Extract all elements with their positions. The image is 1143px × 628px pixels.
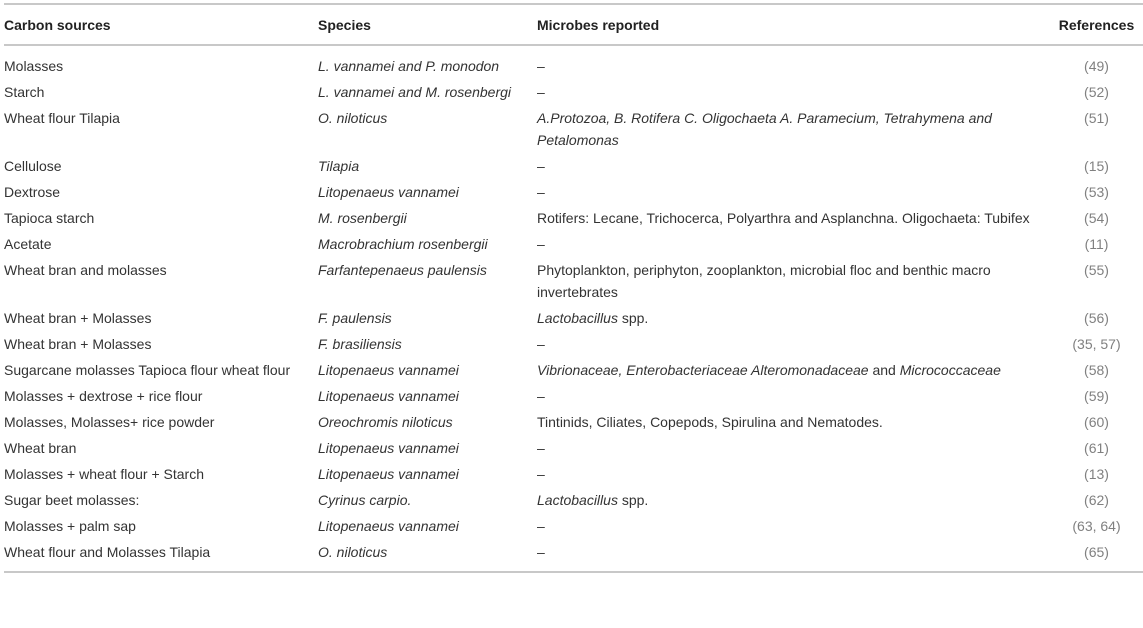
carbon-sources-table	[4, 3, 1143, 573]
microbes-text: spp.	[617, 492, 649, 508]
microbes-text: –	[537, 84, 545, 100]
header-references: References	[1058, 16, 1135, 33]
carbon-source-cell: Cellulose	[4, 158, 62, 174]
microbes-text: –	[537, 518, 545, 534]
microbes-cell	[537, 435, 1050, 461]
species-cell: Oreochromis niloticus	[318, 414, 453, 430]
species-cell: Farfantepenaeus paulensis	[318, 262, 487, 278]
reference-link[interactable]: (53)	[1084, 184, 1109, 200]
table-row	[4, 305, 1143, 331]
carbon-source-cell: Wheat flour and Molasses Tilapia	[4, 544, 211, 560]
species-cell: O. niloticus	[318, 544, 388, 560]
header-microbes-reported: Microbes reported	[537, 16, 660, 33]
microbes-text: –	[537, 158, 545, 174]
carbon-source-cell: Molasses + palm sap	[4, 518, 136, 534]
microbes-cell	[537, 257, 1050, 305]
microbes-text: –	[537, 236, 545, 252]
species-cell: O. niloticus	[318, 110, 388, 126]
microbes-cell	[537, 513, 1050, 539]
carbon-source-cell: Molasses + wheat flour + Starch	[4, 466, 204, 482]
table-row	[4, 79, 1143, 105]
microbes-cell	[537, 231, 1050, 257]
reference-link[interactable]: (62)	[1084, 492, 1109, 508]
reference-link[interactable]: (63, 64)	[1072, 518, 1121, 534]
table-row	[4, 231, 1143, 257]
carbon-source-cell: Tapioca starch	[4, 210, 95, 226]
table-row	[4, 435, 1143, 461]
species-cell: Litopenaeus vannamei	[318, 388, 459, 404]
microbes-text: Tintinids, Ciliates, Copepods, Spirulina and Nematodes.	[537, 414, 883, 430]
species-cell: F. brasiliensis	[318, 336, 402, 352]
microbes-text: and	[868, 362, 900, 378]
carbon-source-cell: Molasses	[4, 58, 64, 74]
table-row	[4, 153, 1143, 179]
microbes-cell	[537, 357, 1050, 383]
reference-link[interactable]: (13)	[1084, 466, 1109, 482]
species-cell: Cyrinus carpio.	[318, 492, 412, 508]
species-cell: L. vannamei and M. rosenbergi	[318, 84, 511, 100]
reference-link[interactable]: (65)	[1084, 544, 1109, 560]
reference-link[interactable]: (55)	[1084, 262, 1109, 278]
carbon-source-cell: Wheat bran	[4, 440, 77, 456]
microbes-text: –	[537, 184, 545, 200]
table-row	[4, 513, 1143, 539]
microbes-cell	[537, 539, 1050, 572]
reference-link[interactable]: (52)	[1084, 84, 1109, 100]
species-cell: Litopenaeus vannamei	[318, 184, 459, 200]
table-row	[4, 205, 1143, 231]
species-cell: L. vannamei and P. monodon	[318, 58, 500, 74]
reference-link[interactable]: (58)	[1084, 362, 1109, 378]
reference-link[interactable]: (54)	[1084, 210, 1109, 226]
species-cell: Tilapia	[318, 158, 360, 174]
table-row	[4, 383, 1143, 409]
header-row	[4, 4, 1143, 45]
species-cell: Litopenaeus vannamei	[318, 518, 459, 534]
microbes-cell	[537, 487, 1050, 513]
microbes-text: Phytoplankton, periphyton, zooplankton, microbial floc and benthic macro invertebrates	[537, 262, 991, 300]
microbes-cell	[537, 409, 1050, 435]
microbes-cell	[537, 179, 1050, 205]
carbon-source-cell: Sugarcane molasses Tapioca flour wheat flour	[4, 362, 291, 378]
microbes-cell	[537, 205, 1050, 231]
carbon-source-cell: Wheat bran + Molasses	[4, 310, 152, 326]
microbes-text: Rotifers: Lecane, Trichocerca, Polyarthra and Asplanchna. Oligochaeta: Tubifex	[537, 210, 1030, 226]
carbon-source-cell: Wheat bran + Molasses	[4, 336, 152, 352]
carbon-source-cell: Acetate	[4, 236, 52, 252]
reference-link[interactable]: (56)	[1084, 310, 1109, 326]
table-row	[4, 331, 1143, 357]
microbes-cell	[537, 383, 1050, 409]
table-row	[4, 539, 1143, 572]
microbes-cell	[537, 79, 1050, 105]
header-carbon-sources: Carbon sources	[4, 16, 111, 33]
microbes-cell	[537, 105, 1050, 153]
reference-link[interactable]: (59)	[1084, 388, 1109, 404]
reference-link[interactable]: (15)	[1084, 158, 1109, 174]
table-row	[4, 179, 1143, 205]
table-row	[4, 357, 1143, 383]
microbes-cell	[537, 45, 1050, 79]
header-species: Species	[318, 16, 371, 33]
carbon-source-cell: Molasses, Molasses+ rice powder	[4, 414, 215, 430]
table-body	[4, 45, 1143, 572]
reference-link[interactable]: (61)	[1084, 440, 1109, 456]
species-cell: Litopenaeus vannamei	[318, 362, 459, 378]
species-cell: M. rosenbergii	[318, 210, 407, 226]
table-row	[4, 257, 1143, 305]
species-cell: Litopenaeus vannamei	[318, 440, 459, 456]
microbes-text: –	[537, 544, 545, 560]
reference-link[interactable]: (35, 57)	[1072, 336, 1121, 352]
carbon-source-cell: Sugar beet molasses:	[4, 492, 140, 508]
microbes-text: Lactobacillus	[537, 492, 618, 508]
microbes-text: –	[537, 466, 545, 482]
reference-link[interactable]: (11)	[1084, 236, 1109, 252]
carbon-source-cell: Dextrose	[4, 184, 61, 200]
microbes-text: –	[537, 388, 545, 404]
table-row	[4, 487, 1143, 513]
microbes-text: spp.	[617, 310, 649, 326]
carbon-source-cell: Wheat bran and molasses	[4, 262, 167, 278]
table-row	[4, 409, 1143, 435]
carbon-source-cell: Molasses + dextrose + rice flour	[4, 388, 203, 404]
microbes-text: Lactobacillus	[537, 310, 618, 326]
table-header	[4, 4, 1143, 45]
microbes-text: –	[537, 58, 545, 74]
reference-link[interactable]: (49)	[1084, 58, 1109, 74]
microbes-text: –	[537, 336, 545, 352]
microbes-cell	[537, 153, 1050, 179]
species-cell: Macrobrachium rosenbergii	[318, 236, 488, 252]
reference-link[interactable]: (51)	[1084, 110, 1109, 126]
microbes-text: A.Protozoa, B. Rotifera C. Oligochaeta A. Paramecium, Tetrahymena and Petalomonas	[537, 110, 992, 148]
species-cell: Litopenaeus vannamei	[318, 466, 459, 482]
carbon-source-cell: Wheat flour Tilapia	[4, 110, 120, 126]
microbes-text: Micrococcaceae	[899, 362, 1001, 378]
table-row	[4, 45, 1143, 79]
reference-link[interactable]: (60)	[1084, 414, 1109, 430]
microbes-cell	[537, 461, 1050, 487]
microbes-text: Vibrionaceae, Enterobacteriaceae Alteromonadaceae	[537, 362, 869, 378]
microbes-text: –	[537, 440, 545, 456]
species-cell: F. paulensis	[318, 310, 392, 326]
table-row	[4, 461, 1143, 487]
table-row	[4, 105, 1143, 153]
carbon-source-cell: Starch	[4, 84, 45, 100]
microbes-cell	[537, 331, 1050, 357]
microbes-cell	[537, 305, 1050, 331]
